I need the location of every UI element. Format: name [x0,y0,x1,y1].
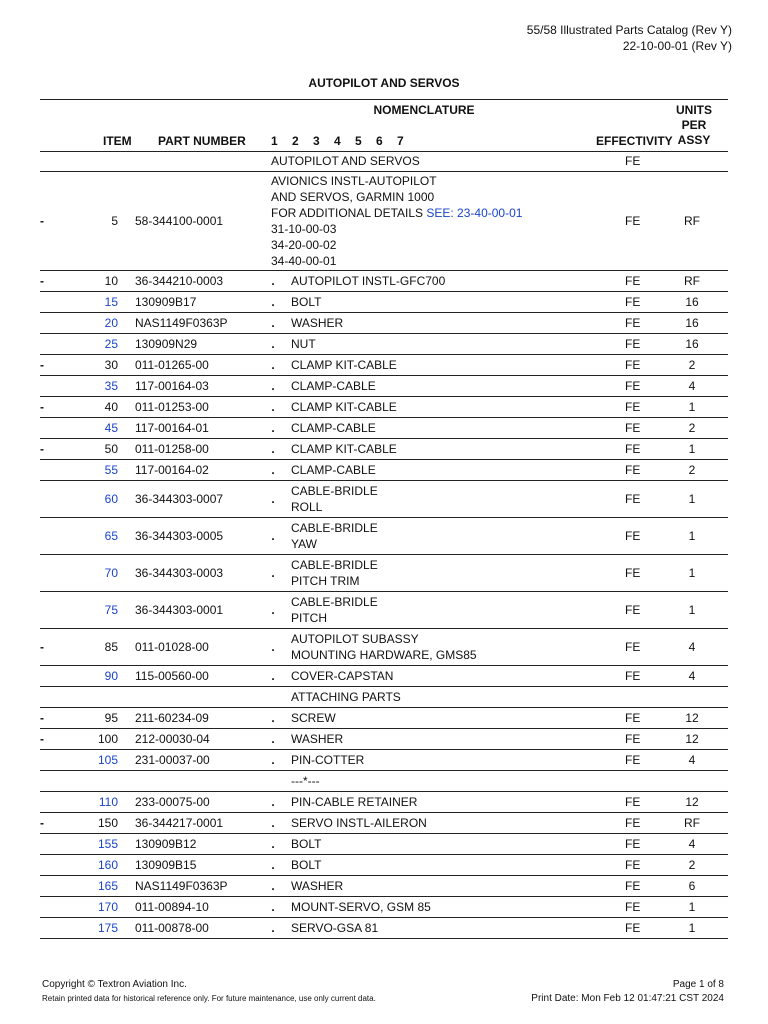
nomenclature [291,813,427,833]
part-number: 115-00560-00 [135,669,209,683]
nomenclature-line: SERVO-GSA 81 [291,921,379,935]
part-number: 36-344210-0003 [135,274,224,288]
units-per-assy: 2 [688,858,696,872]
item-link[interactable]: 25 [104,337,118,351]
part-number: 36-344217-0001 [135,816,224,830]
indent-dot: . [271,316,275,330]
units-per-assy: 2 [688,358,696,372]
table-row [40,355,728,376]
part-number: 011-00894-10 [135,900,209,914]
nomenclature-line: CLAMP KIT-CABLE [291,358,397,372]
indent-dot: . [271,858,275,872]
item-link[interactable]: 90 [104,669,118,683]
effectivity: FE [625,337,641,351]
nomenclature [291,460,376,480]
item-number [80,771,118,791]
item-link[interactable]: 105 [97,753,118,767]
change-marker [40,555,50,591]
item-link[interactable]: 75 [104,603,118,617]
change-marker: - [40,274,44,288]
effectivity: FE [625,214,641,228]
nomenclature-line: CLAMP-CABLE [291,421,376,435]
nomenclature [291,334,316,354]
indent-dot [269,771,277,791]
effectivity: FE [625,442,641,456]
change-marker: - [40,640,44,654]
nomenclature [291,666,393,686]
indent-dot: . [271,816,275,830]
table-row [40,834,728,855]
effectivity: FE [625,529,641,543]
nomenclature [271,172,522,270]
item-number: 50 [104,442,118,456]
units-per-assy: 1 [688,921,696,935]
effectivity: FE [625,921,641,935]
units-per-assy: 4 [688,379,696,393]
part-number: 130909B12 [135,837,197,851]
change-marker: - [40,358,44,372]
effectivity: FE [625,711,641,725]
units-per-assy: 1 [688,566,696,580]
units-per-assy: 4 [688,640,696,654]
nomenclature [291,355,397,375]
effectivity: FE [625,295,641,309]
table-row [40,750,728,771]
part-number: 212-00030-04 [135,732,210,746]
nomenclature [291,708,336,728]
nomenclature-line: ---*--- [291,774,320,788]
part-number: 130909B17 [135,295,197,309]
indent-level-4: 4 [334,134,341,148]
nomenclature-line: ROLL [291,500,323,514]
table-row [40,334,728,355]
change-marker: - [40,816,44,830]
table-row [40,876,728,897]
part-number: 011-01258-00 [135,442,209,456]
table-row [40,792,728,813]
nomenclature-line: AUTOPILOT INSTL-GFC700 [291,274,446,288]
change-marker: - [40,442,44,456]
nomenclature [291,897,431,917]
part-number: NAS1149F0363P [135,316,228,330]
print-date: Print Date: Mon Feb 12 01:47:21 CST 2024 [531,993,724,1004]
part-number: 233-00075-00 [135,795,210,809]
units-per-assy: 4 [688,753,696,767]
change-marker [40,834,50,854]
nomenclature-line: PIN-COTTER [291,753,365,767]
nomenclature-header: NOMENCLATURE [373,103,475,117]
table-row [40,397,728,418]
units-per-assy: 12 [685,795,699,809]
table-row [40,292,728,313]
table-row [40,771,728,792]
nomenclature [291,397,397,417]
table-row [40,729,728,750]
change-marker [40,750,50,770]
nomenclature-line: SCREW [291,711,336,725]
retention-notice: Retain printed data for historical reference only. For future maintenance, use only current data. [42,994,376,1003]
item-number: 10 [104,274,118,288]
indent-dot: . [271,337,275,351]
item-link[interactable]: 60 [104,492,118,506]
nomenclature-line: CLAMP-CABLE [291,379,376,393]
indent-levels-header [271,134,418,149]
item-number [80,151,118,171]
units-per-assy: 1 [688,900,696,914]
item-link[interactable]: 175 [97,921,118,935]
nomenclature [291,271,445,291]
item-header: ITEM [103,134,132,148]
units-per-assy: 4 [688,837,696,851]
nomenclature-line: SERVO INSTL-AILERON [291,816,427,830]
nomenclature-line: ATTACHING PARTS [291,690,401,704]
nomenclature [291,750,364,770]
change-marker [40,771,50,791]
nomenclature [291,376,376,396]
indent-dot: . [271,669,275,683]
nomenclature-line: AVIONICS INSTL-AUTOPILOT [271,174,437,188]
part-number: 36-344303-0005 [135,529,224,543]
part-number: 011-01028-00 [135,640,209,654]
indent-dot: . [271,711,275,725]
part-number: 231-00037-00 [135,753,210,767]
table-row [40,418,728,439]
item-number: 95 [104,711,118,725]
table-row [40,271,728,292]
units-per-assy-header: UNITS PER ASSY [676,103,712,147]
table-row [40,666,728,687]
table-row [40,439,728,460]
page-title: AUTOPILOT AND SERVOS [308,76,460,90]
effectivity: FE [625,154,641,168]
effectivity: FE [625,566,641,580]
units-per-assy: 1 [688,442,696,456]
effectivity: FE [625,379,641,393]
effectivity: FE [625,816,641,830]
nomenclature-line: CLAMP KIT-CABLE [291,400,397,414]
nomenclature [291,518,378,554]
nomenclature [291,771,320,791]
item-link[interactable]: 160 [97,858,118,872]
units-per-assy: 12 [685,711,699,725]
units-per-assy: 2 [688,463,696,477]
nomenclature-line: BOLT [291,837,322,851]
item-link[interactable]: 65 [104,529,118,543]
part-number: 011-01253-00 [135,400,209,414]
table-row [40,918,728,939]
nomenclature [291,439,397,459]
part-number: 211-60234-09 [135,711,209,725]
change-marker [40,376,50,396]
nomenclature-line: MOUNTING HARDWARE, GMS85 [291,648,477,662]
indent-dot: . [271,442,275,456]
units-per-assy: RF [684,816,700,830]
item-link[interactable]: 155 [97,837,118,851]
part-number: 58-344100-0001 [135,214,224,228]
nomenclature [291,418,376,438]
units-per-assy: 6 [688,879,696,893]
change-marker: - [40,400,44,414]
nomenclature-line: 34-40-00-01 [271,254,337,268]
indent-dot: . [271,463,275,477]
change-marker [40,855,50,875]
indent-dot: . [271,900,275,914]
nomenclature-line: WASHER [291,879,344,893]
nomenclature-line: AND SERVOS, GARMIN 1000 [271,190,435,204]
item-link[interactable]: 20 [104,316,118,330]
table-row [40,708,728,729]
nomenclature-line: CLAMP-CABLE [291,463,376,477]
indent-dot: . [271,492,275,506]
indent-dot: . [271,358,275,372]
indent-dot: . [271,529,275,543]
nomenclature [291,876,343,896]
copyright: Copyright © Textron Aviation Inc. [42,979,187,990]
change-marker [40,481,50,517]
table-row [40,687,728,708]
units-per-assy: 1 [688,529,696,543]
units-per-assy: RF [684,274,700,288]
effectivity: FE [625,640,641,654]
part-number: 130909N29 [135,337,198,351]
change-marker [40,334,50,354]
effectivity: FE [625,732,641,746]
table-row [40,855,728,876]
table-row [40,313,728,334]
nomenclature-line: PITCH [291,611,327,625]
item-link[interactable]: 15 [104,295,118,309]
part-number: NAS1149F0363P [135,879,228,893]
nomenclature-line: PIN-CABLE RETAINER [291,795,418,809]
nomenclature-line: PITCH TRIM [291,574,360,588]
change-marker: - [40,732,44,746]
nomenclature-line: CLAMP KIT-CABLE [291,442,397,456]
effectivity: FE [625,858,641,872]
units-per-assy: 1 [688,603,696,617]
see-reference-link[interactable]: SEE: 23-40-00-01 [426,206,523,220]
effectivity: FE [625,358,641,372]
nomenclature [291,313,343,333]
change-marker [40,876,50,896]
nomenclature [271,151,420,171]
units-per-assy [672,771,712,791]
indent-dot: . [271,421,275,435]
units-per-assy: 16 [685,295,699,309]
units-per-assy: 2 [688,421,696,435]
change-marker [40,418,50,438]
table-row [40,151,728,172]
effectivity: FE [625,900,641,914]
part-number: 011-00878-00 [135,921,209,935]
change-marker [40,460,50,480]
parts-table [40,151,728,939]
nomenclature [291,592,378,628]
indent-dot [269,687,277,707]
nomenclature-line: MOUNT-SERVO, GSM 85 [291,900,431,914]
part-number-header: PART NUMBER [158,134,246,148]
item-link[interactable]: 165 [97,879,118,893]
change-marker [40,792,50,812]
change-marker: - [40,711,44,725]
nomenclature-line: FOR ADDITIONAL DETAILS SEE: 23-40-00-01 [271,206,523,220]
change-marker [40,592,50,628]
nomenclature-line: WASHER [291,316,344,330]
part-number: 36-344303-0003 [135,566,224,580]
change-marker [40,151,50,171]
nomenclature-line: AUTOPILOT SUBASSY [291,632,419,646]
nomenclature-line: BOLT [291,858,322,872]
item-link[interactable]: 45 [104,421,118,435]
footer-left [42,978,376,1006]
item-link[interactable]: 110 [98,795,118,809]
part-number: 117-00164-03 [135,379,209,393]
units-per-assy: RF [684,214,700,228]
table-top-rule [40,99,728,100]
nomenclature-line: BOLT [291,295,322,309]
nomenclature [291,629,477,665]
nomenclature [291,687,401,707]
part-number: 36-344303-0001 [135,603,224,617]
nomenclature-line: AUTOPILOT AND SERVOS [271,154,420,168]
table-row [40,592,728,629]
indent-dot: . [271,274,275,288]
item-link[interactable]: 55 [104,463,118,477]
change-marker [40,313,50,333]
nomenclature-line: CABLE-BRIDLE [291,484,378,498]
effectivity: FE [625,879,641,893]
table-row [40,376,728,397]
effectivity: FE [625,400,641,414]
indent-level-7: 7 [397,134,404,148]
indent-dot: . [271,400,275,414]
part-number: 130909B15 [135,858,197,872]
table-row [40,518,728,555]
effectivity: FE [625,837,641,851]
indent-dot: . [271,732,275,746]
nomenclature [291,855,321,875]
effectivity: FE [625,421,641,435]
effectivity: FE [625,274,641,288]
change-marker [40,518,50,554]
table-row [40,897,728,918]
units-per-assy: 16 [685,337,699,351]
effectivity: FE [625,603,641,617]
nomenclature [291,481,378,517]
indent-level-3: 3 [313,134,320,148]
item-number [80,687,118,707]
item-number: 100 [97,732,118,746]
effectivity: FE [625,753,641,767]
change-marker [40,918,50,938]
footer-right [531,978,724,1006]
effectivity: FE [625,492,641,506]
nomenclature [291,792,417,812]
nomenclature-line: WASHER [291,732,344,746]
catalog-title: 55/58 Illustrated Parts Catalog (Rev Y) [526,23,732,37]
nomenclature [291,918,378,938]
item-number: 85 [104,640,118,654]
effectivity: FE [625,795,641,809]
change-marker: - [40,214,44,228]
nomenclature-line: 31-10-00-03 [271,222,337,236]
change-marker [40,897,50,917]
units-per-assy [672,687,712,707]
indent-dot: . [271,837,275,851]
effectivity: FE [625,316,641,330]
part-number: 36-344303-0007 [135,492,224,506]
effectivity-header: EFFECTIVITY [596,134,673,148]
indent-dot: . [271,753,275,767]
item-number: 30 [104,358,118,372]
nomenclature-line: CABLE-BRIDLE [291,521,378,535]
effectivity: FE [625,463,641,477]
nomenclature [291,729,343,749]
nomenclature [291,834,321,854]
indent-dot: . [271,566,275,580]
indent-dot: . [271,795,275,809]
table-row [40,555,728,592]
indent-level-1: 1 [271,134,278,148]
page-number: Page 1 of 8 [672,979,724,990]
units-per-assy: 16 [685,316,699,330]
nomenclature-line: 34-20-00-02 [271,238,337,252]
indent-dot: . [271,640,275,654]
page-header [527,22,732,54]
units-per-assy: 12 [685,732,699,746]
nomenclature-line: YAW [291,537,317,551]
table-row [40,172,728,271]
nomenclature [291,292,321,312]
nomenclature-line: CABLE-BRIDLE [291,595,378,609]
table-row [40,629,728,666]
indent-level-5: 5 [355,134,362,148]
item-link[interactable]: 170 [97,900,118,914]
indent-dot: . [271,879,275,893]
part-number: 117-00164-02 [135,463,209,477]
item-link[interactable]: 70 [104,566,118,580]
part-number: 117-00164-01 [135,421,209,435]
table-row [40,813,728,834]
units-per-assy: 1 [688,400,696,414]
change-marker [40,687,50,707]
units-per-assy [672,151,712,171]
nomenclature [291,555,378,591]
indent-dot: . [271,379,275,393]
table-row [40,481,728,518]
indent-dot: . [271,603,275,617]
section-number: 22-10-00-01 (Rev Y) [622,39,732,53]
table-row [40,460,728,481]
indent-level-2: 2 [292,134,299,148]
change-marker [40,292,50,312]
units-per-assy: 1 [688,492,696,506]
item-number: 40 [104,400,118,414]
item-number: 5 [111,214,118,228]
nomenclature-line: NUT [291,337,316,351]
change-marker [40,666,50,686]
units-per-assy: 4 [688,669,696,683]
indent-dot: . [271,921,275,935]
item-link[interactable]: 35 [104,379,118,393]
effectivity: FE [625,669,641,683]
indent-dot: . [271,295,275,309]
part-number: 011-01265-00 [135,358,209,372]
indent-level-6: 6 [376,134,383,148]
nomenclature-line: COVER-CAPSTAN [291,669,394,683]
nomenclature-line: CABLE-BRIDLE [291,558,378,572]
item-number: 150 [97,816,118,830]
